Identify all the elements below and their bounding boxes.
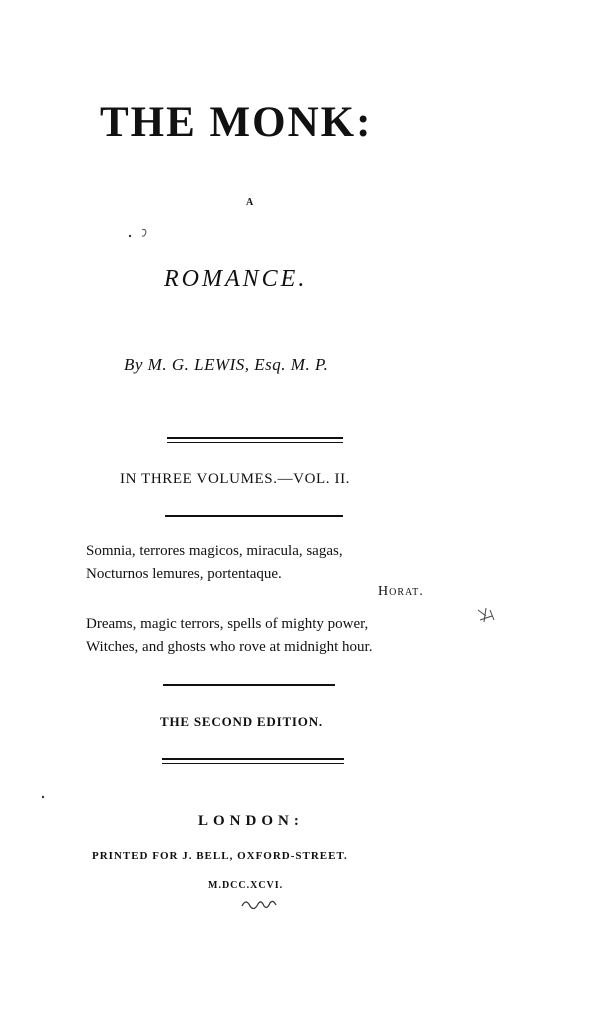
- ornamental-rule: [163, 684, 335, 686]
- epigraph-english-line: Witches, and ghosts who rove at midnight hour.: [86, 639, 373, 655]
- ornamental-rule: [167, 437, 343, 439]
- book-title: THE MONK:: [100, 99, 373, 146]
- epigraph-latin-line: Somnia, terrores magicos, miracula, sagas,: [86, 543, 343, 559]
- handwritten-scribble-mark: [240, 894, 280, 912]
- ink-speck-mark: [124, 222, 164, 244]
- book-subtitle: ROMANCE.: [164, 266, 308, 292]
- article-a: A: [246, 197, 255, 208]
- ornamental-rule: [167, 442, 343, 443]
- ink-speck-mark: [40, 794, 46, 800]
- double-rule: [162, 758, 344, 760]
- epigraph-attribution: Horat.: [378, 584, 424, 599]
- imprint-printer: PRINTED FOR J. BELL, OXFORD-STREET.: [92, 850, 348, 862]
- imprint-city: LONDON:: [198, 813, 304, 829]
- epigraph-latin-line: Nocturnos lemures, portentaque.: [86, 566, 282, 582]
- imprint-date: M.DCC.XCVI.: [208, 880, 284, 891]
- author-line: By M. G. LEWIS, Esq. M. P.: [124, 355, 329, 374]
- epigraph-english-line: Dreams, magic terrors, spells of mighty power,: [86, 616, 369, 632]
- double-rule: [162, 763, 344, 764]
- volumes-line: IN THREE VOLUMES.—VOL. II.: [120, 471, 351, 487]
- ink-speck-mark: [474, 604, 500, 630]
- ornamental-rule: [165, 515, 343, 517]
- edition-line: THE SECOND EDITION.: [160, 714, 323, 729]
